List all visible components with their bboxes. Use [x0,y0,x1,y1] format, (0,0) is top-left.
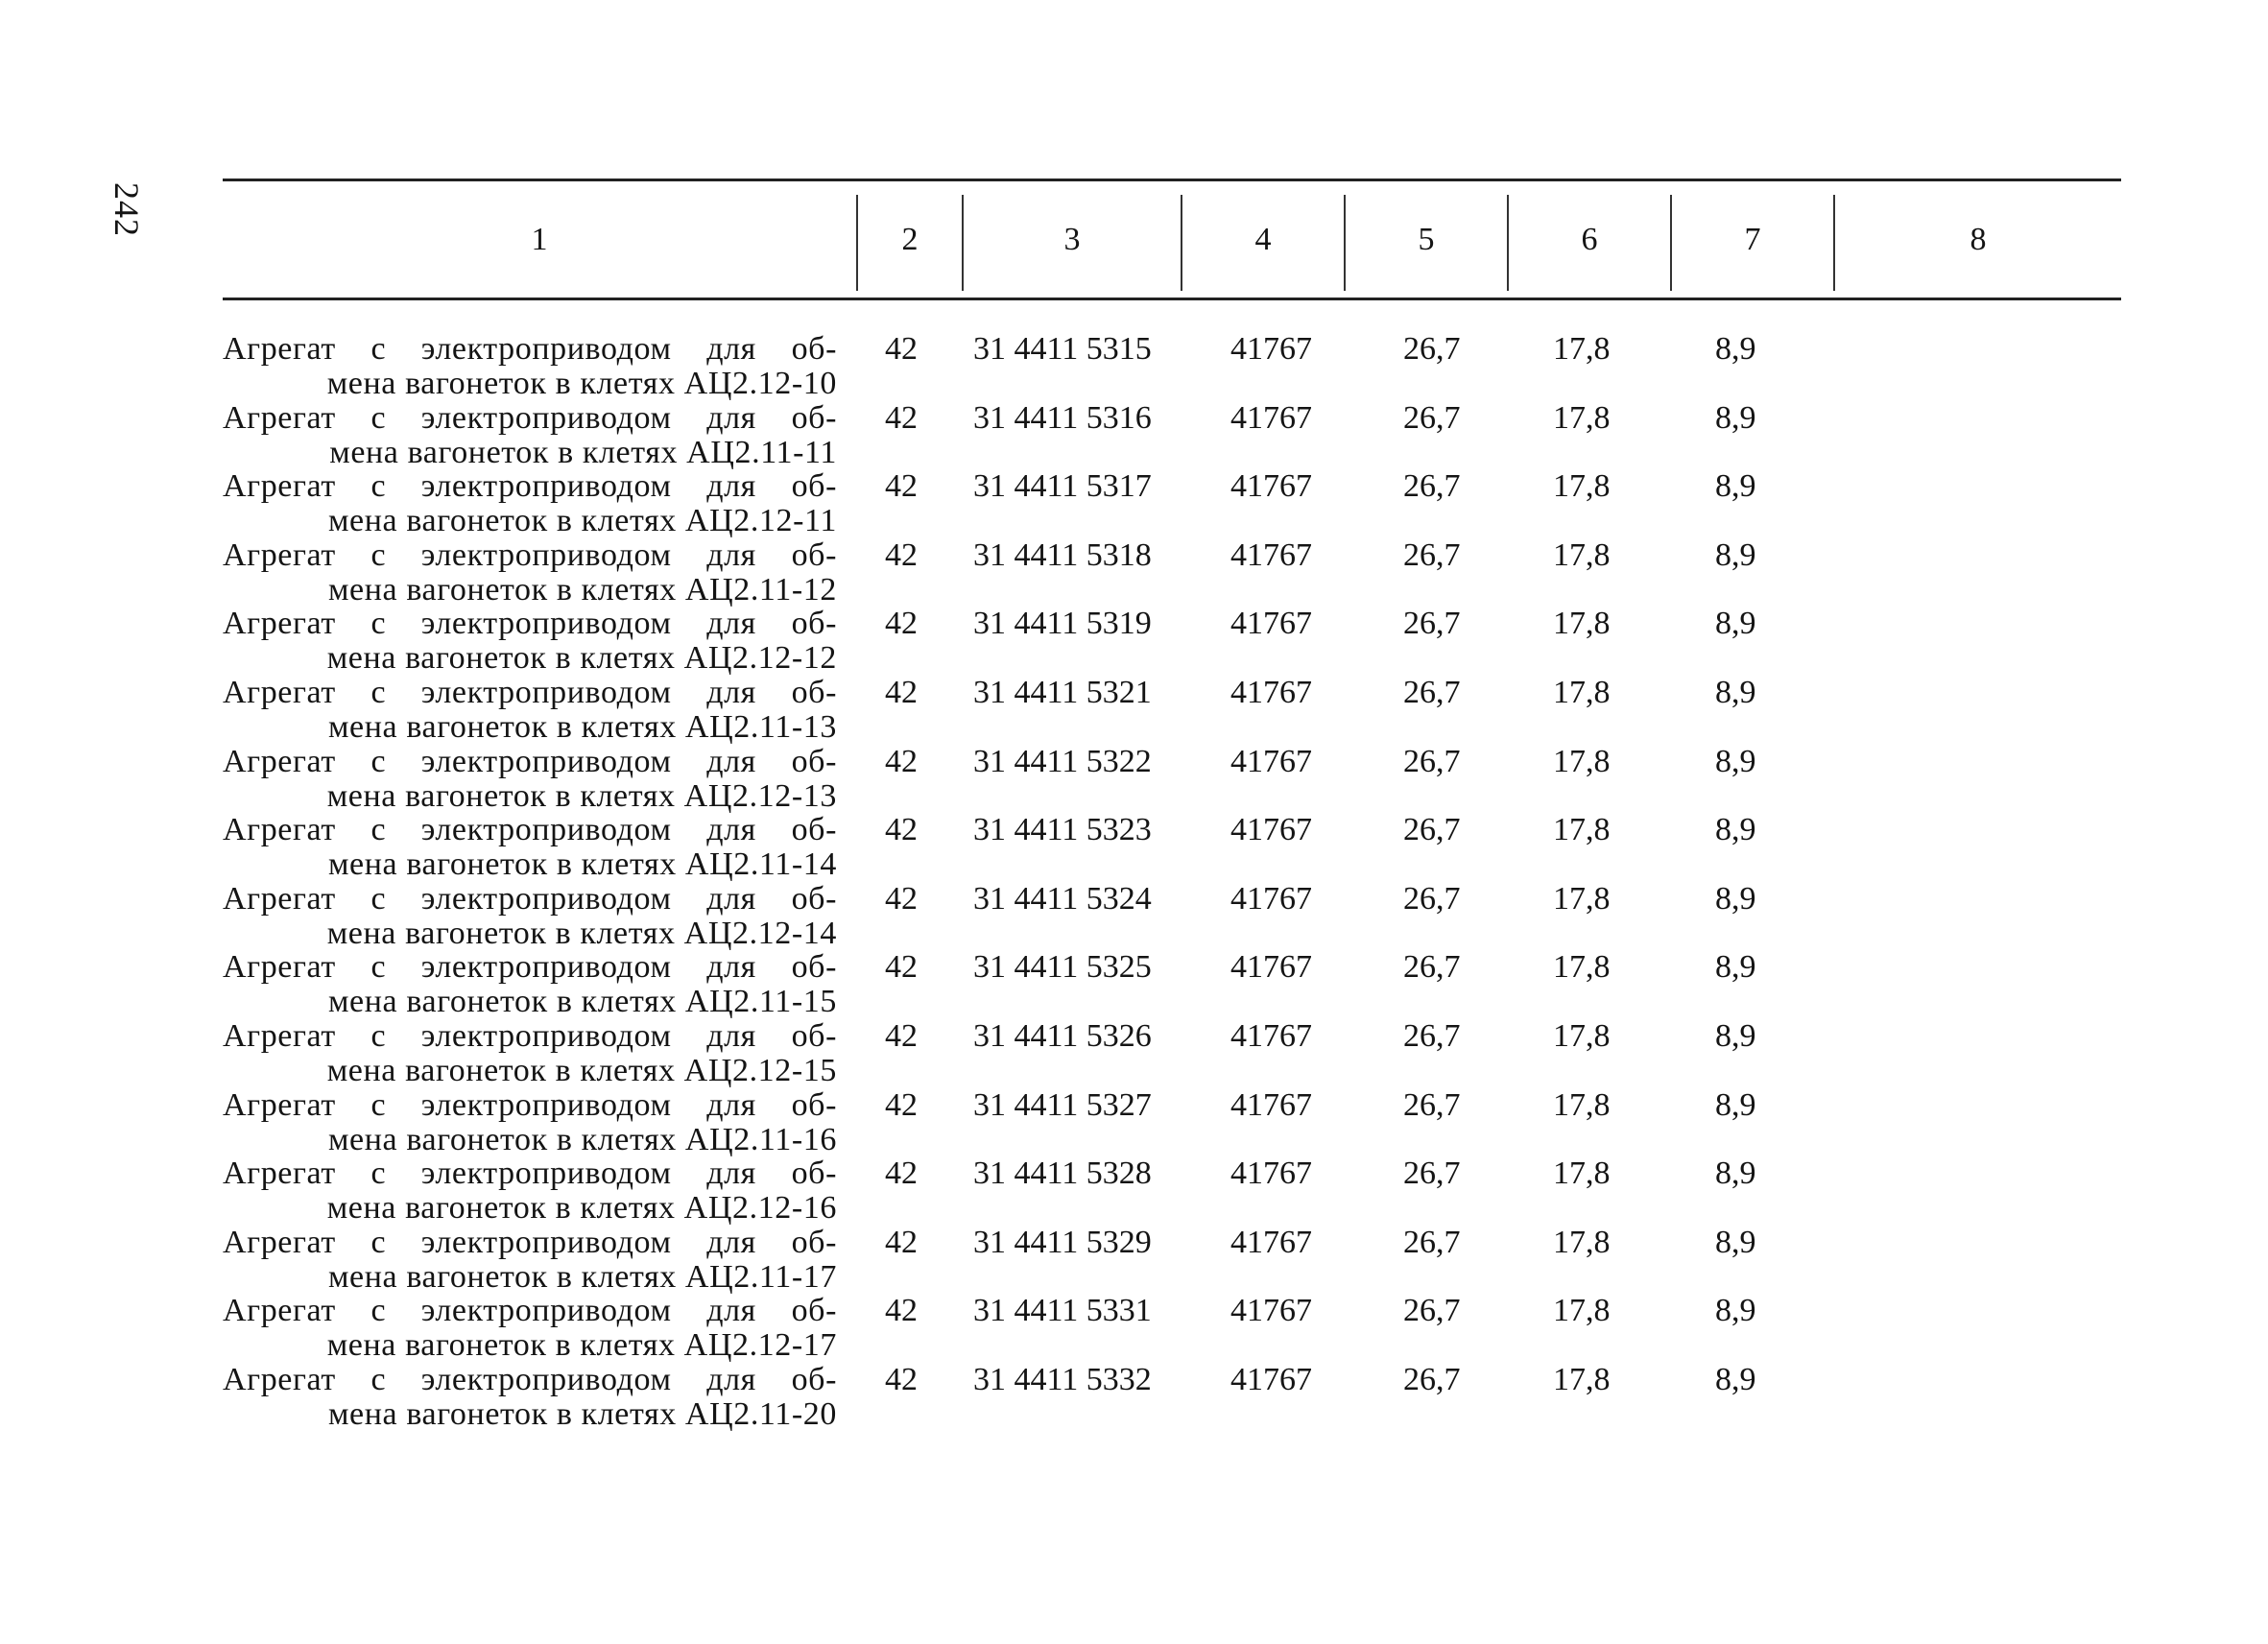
cell-column-7: 8,9 [1715,743,1756,779]
description-line-2: мена вагонеток в клетях АЦ2.11-20 [327,1395,837,1432]
cell-column-6: 17,8 [1553,743,1611,779]
cell-column-2: 42 [885,674,918,710]
cell-column-7: 8,9 [1715,399,1756,436]
cell-column-6: 17,8 [1553,1361,1611,1397]
cell-column-3: 31 4411 5321 [973,674,1152,710]
cell-column-2: 42 [885,1293,918,1329]
cell-column-5: 26,7 [1403,399,1461,436]
description-line-1: Агрегат с электроприводом для об- [223,880,837,917]
row-description [223,332,837,401]
cell-column-3: 31 4411 5329 [973,1224,1152,1260]
column-header-6: 6 [1581,221,1598,257]
row-description [223,950,837,1019]
cell-column-5: 26,7 [1403,880,1461,917]
column-header-5: 5 [1418,221,1435,257]
cell-column-6: 17,8 [1553,1224,1611,1260]
cell-column-2: 42 [885,1361,918,1397]
description-line-1: Агрегат с электроприводом для об- [223,1361,837,1397]
cell-column-2: 42 [885,949,918,986]
column-header-3: 3 [1063,221,1081,257]
cell-column-5: 26,7 [1403,536,1461,573]
column-header-4: 4 [1254,221,1272,257]
cell-column-4: 41767 [1230,1293,1312,1329]
row-description [223,469,837,538]
cell-column-5: 26,7 [1403,1017,1461,1054]
description-line-2: мена вагонеток в клетях АЦ2.12-12 [326,640,837,677]
cell-column-5: 26,7 [1403,1224,1461,1260]
table-row [223,882,2121,951]
cell-column-7: 8,9 [1715,1017,1756,1054]
row-description [223,1088,837,1157]
description-line-1: Агрегат с электроприводом для об- [223,1224,837,1260]
description-line-1: Агрегат с электроприводом для об- [223,812,837,848]
description-line-2: мена вагонеток в клетях АЦ2.12-16 [326,1190,837,1227]
description-line-1: Агрегат с электроприводом для об- [223,1156,837,1192]
cell-column-3: 31 4411 5332 [973,1361,1152,1397]
table-row [223,1019,2121,1088]
table-header-rule [223,298,2121,300]
cell-column-4: 41767 [1230,1156,1312,1192]
table-row [223,813,2121,882]
description-line-2: мена вагонеток в клетях АЦ2.11-13 [327,708,837,745]
table-row [223,1294,2121,1363]
cell-column-3: 31 4411 5328 [973,1156,1152,1192]
cell-column-6: 17,8 [1553,399,1611,436]
cell-column-5: 26,7 [1403,743,1461,779]
cell-column-4: 41767 [1230,468,1312,505]
description-line-1: Агрегат с электроприводом для об- [223,536,837,573]
cell-column-3: 31 4411 5317 [973,468,1152,505]
description-line-1: Агрегат с электроприводом для об- [223,468,837,505]
table-row [223,469,2121,538]
cell-column-3: 31 4411 5322 [973,743,1152,779]
table-row [223,401,2121,470]
description-line-2: мена вагонеток в клетях АЦ2.11-17 [327,1258,837,1295]
table-row [223,1226,2121,1295]
cell-column-7: 8,9 [1715,468,1756,505]
cell-column-7: 8,9 [1715,1086,1756,1123]
cell-column-4: 41767 [1230,536,1312,573]
description-line-2: мена вагонеток в клетях АЦ2.12-13 [326,777,837,814]
row-description [223,1156,837,1226]
description-line-1: Агрегат с электроприводом для об- [223,399,837,436]
table-header-row [223,181,2121,298]
table-row [223,1088,2121,1157]
table-row [223,745,2121,814]
cell-column-7: 8,9 [1715,880,1756,917]
cell-column-7: 8,9 [1715,1361,1756,1397]
column-header-8: 8 [1970,221,1987,257]
cell-column-2: 42 [885,880,918,917]
cell-column-2: 42 [885,468,918,505]
cell-column-3: 31 4411 5325 [973,949,1152,986]
cell-column-2: 42 [885,1156,918,1192]
cell-column-3: 31 4411 5319 [973,606,1152,642]
table-row [223,676,2121,745]
cell-column-7: 8,9 [1715,536,1756,573]
row-description [223,607,837,676]
row-description [223,401,837,470]
description-line-1: Агрегат с электроприводом для об- [223,1017,837,1054]
cell-column-6: 17,8 [1553,606,1611,642]
cell-column-5: 26,7 [1403,1086,1461,1123]
cell-column-6: 17,8 [1553,880,1611,917]
row-description [223,676,837,745]
cell-column-5: 26,7 [1403,949,1461,986]
table-row [223,538,2121,608]
row-description [223,882,837,951]
description-line-2: мена вагонеток в клетях АЦ2.11-11 [329,434,837,470]
cell-column-2: 42 [885,399,918,436]
cell-column-4: 41767 [1230,880,1312,917]
description-line-2: мена вагонеток в клетях АЦ2.11-16 [327,1121,837,1157]
cell-column-3: 31 4411 5327 [973,1086,1152,1123]
page-number: 242 [107,182,146,237]
description-line-2: мена вагонеток в клетях АЦ2.11-12 [327,571,837,608]
cell-column-7: 8,9 [1715,331,1756,367]
row-description [223,1363,837,1432]
cell-column-2: 42 [885,606,918,642]
cell-column-6: 17,8 [1553,1017,1611,1054]
table-row [223,332,2121,401]
cell-column-7: 8,9 [1715,674,1756,710]
cell-column-3: 31 4411 5323 [973,812,1152,848]
cell-column-4: 41767 [1230,812,1312,848]
row-description [223,813,837,882]
description-line-2: мена вагонеток в клетях АЦ2.12-15 [326,1052,837,1088]
cell-column-6: 17,8 [1553,674,1611,710]
cell-column-5: 26,7 [1403,331,1461,367]
cell-column-7: 8,9 [1715,1156,1756,1192]
cell-column-4: 41767 [1230,399,1312,436]
cell-column-3: 31 4411 5318 [973,536,1152,573]
cell-column-2: 42 [885,743,918,779]
description-line-2: мена вагонеток в клетях АЦ2.12-11 [327,503,837,539]
table-body [223,332,2121,1432]
description-line-2: мена вагонеток в клетях АЦ2.11-14 [327,846,837,883]
cell-column-4: 41767 [1230,1224,1312,1260]
cell-column-2: 42 [885,536,918,573]
row-description [223,1019,837,1088]
cell-column-4: 41767 [1230,1361,1312,1397]
cell-column-6: 17,8 [1553,1156,1611,1192]
cell-column-2: 42 [885,812,918,848]
cell-column-4: 41767 [1230,606,1312,642]
cell-column-3: 31 4411 5315 [973,331,1152,367]
cell-column-4: 41767 [1230,1017,1312,1054]
cell-column-2: 42 [885,1224,918,1260]
cell-column-4: 41767 [1230,1086,1312,1123]
cell-column-4: 41767 [1230,674,1312,710]
cell-column-5: 26,7 [1403,1156,1461,1192]
cell-column-5: 26,7 [1403,1361,1461,1397]
description-line-2: мена вагонеток в клетях АЦ2.12-14 [326,915,837,951]
cell-column-7: 8,9 [1715,1224,1756,1260]
description-line-1: Агрегат с электроприводом для об- [223,1293,837,1329]
cell-column-7: 8,9 [1715,949,1756,986]
description-line-1: Агрегат с электроприводом для об- [223,331,837,367]
cell-column-7: 8,9 [1715,812,1756,848]
cell-column-7: 8,9 [1715,1293,1756,1329]
cell-column-2: 42 [885,1017,918,1054]
row-description [223,745,837,814]
cell-column-2: 42 [885,331,918,367]
cell-column-5: 26,7 [1403,468,1461,505]
cell-column-7: 8,9 [1715,606,1756,642]
column-header-7: 7 [1744,221,1761,257]
description-line-2: мена вагонеток в клетях АЦ2.12-17 [326,1327,837,1364]
column-header-2: 2 [901,221,919,257]
row-description [223,538,837,608]
cell-column-3: 31 4411 5316 [973,399,1152,436]
cell-column-3: 31 4411 5331 [973,1293,1152,1329]
cell-column-5: 26,7 [1403,606,1461,642]
description-line-1: Агрегат с электроприводом для об- [223,743,837,779]
cell-column-3: 31 4411 5326 [973,1017,1152,1054]
cell-column-6: 17,8 [1553,812,1611,848]
table-row [223,1156,2121,1226]
description-line-1: Агрегат с электроприводом для об- [223,674,837,710]
column-header-1: 1 [531,221,548,257]
cell-column-4: 41767 [1230,949,1312,986]
cell-column-6: 17,8 [1553,949,1611,986]
table-row [223,1363,2121,1432]
cell-column-5: 26,7 [1403,1293,1461,1329]
cell-column-6: 17,8 [1553,468,1611,505]
description-line-1: Агрегат с электроприводом для об- [223,606,837,642]
cell-column-2: 42 [885,1086,918,1123]
description-line-1: Агрегат с электроприводом для об- [223,1086,837,1123]
cell-column-4: 41767 [1230,331,1312,367]
row-description [223,1226,837,1295]
table-row [223,950,2121,1019]
cell-column-6: 17,8 [1553,331,1611,367]
cell-column-4: 41767 [1230,743,1312,779]
description-line-2: мена вагонеток в клетях АЦ2.12-10 [326,366,837,401]
description-line-2: мена вагонеток в клетях АЦ2.11-15 [327,984,837,1020]
cell-column-6: 17,8 [1553,1293,1611,1329]
table-row [223,607,2121,676]
row-description [223,1294,837,1363]
cell-column-6: 17,8 [1553,1086,1611,1123]
cell-column-6: 17,8 [1553,536,1611,573]
description-line-1: Агрегат с электроприводом для об- [223,949,837,986]
cell-column-5: 26,7 [1403,812,1461,848]
cell-column-3: 31 4411 5324 [973,880,1152,917]
cell-column-5: 26,7 [1403,674,1461,710]
